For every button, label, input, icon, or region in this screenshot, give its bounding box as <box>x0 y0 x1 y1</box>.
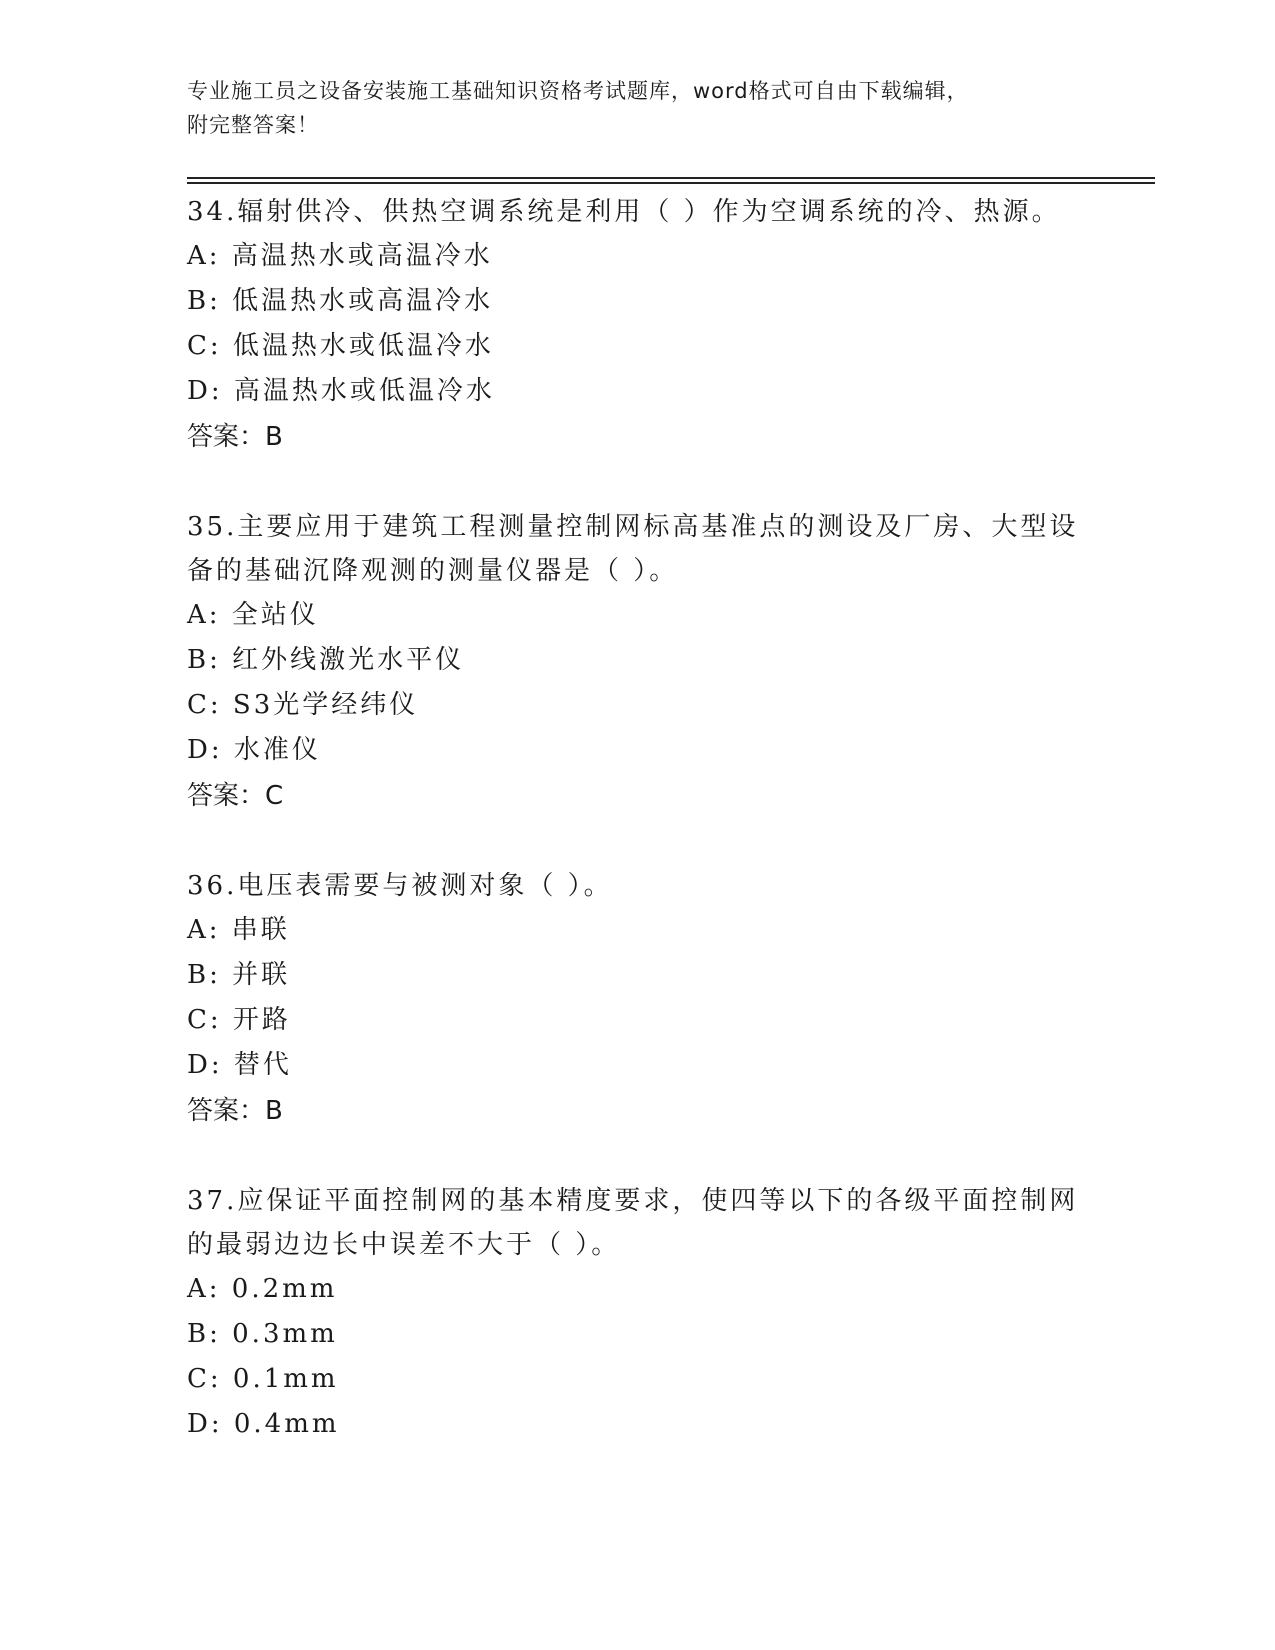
option-c: C: 开路 <box>187 1005 291 1035</box>
option-a: A: 0.2mm <box>187 1274 338 1304</box>
option-d: D: 替代 <box>187 1050 292 1080</box>
question-stem: 34.辐射供冷、供热空调系统是利用（ ）作为空调系统的冷、热源。 <box>187 197 1061 227</box>
question-list <box>187 190 1087 1492</box>
document-header <box>187 74 1077 142</box>
answer: 答案：C <box>187 781 284 811</box>
header-divider-top <box>187 177 1155 179</box>
option-b: B: 低温热水或高温冷水 <box>187 286 494 316</box>
question-stem: 37.应保证平面控制网的基本精度要求，使四等以下的各级平面控制网的最弱边边长中误差不大于（ ）。 <box>187 1186 1079 1260</box>
option-b: B: 0.3mm <box>187 1319 338 1349</box>
answer: 答案：B <box>187 422 283 452</box>
question-stem: 36.电压表需要与被测对象（ ）。 <box>187 871 613 901</box>
option-b: B: 红外线激光水平仪 <box>187 645 465 675</box>
option-d: D: 高温热水或低温冷水 <box>187 376 495 406</box>
option-a: A: 高温热水或高温冷水 <box>187 241 493 271</box>
header-divider-bottom <box>187 182 1155 184</box>
option-d: D: 水准仪 <box>187 735 321 765</box>
question-36 <box>187 864 1087 1134</box>
question-34 <box>187 190 1087 460</box>
option-d: D: 0.4mm <box>187 1409 340 1439</box>
option-b: B: 并联 <box>187 960 291 990</box>
option-c: C: S3光学经纬仪 <box>187 690 419 720</box>
question-35 <box>187 505 1087 819</box>
option-a: A: 串联 <box>187 915 290 945</box>
question-stem: 35.主要应用于建筑工程测量控制网标高基准点的测设及厂房、大型设备的基础沉降观测的测量仪器是（ ）。 <box>187 512 1079 586</box>
header-line-1: 专业施工员之设备安装施工基础知识资格考试题库，word格式可自由下载编辑， <box>187 79 969 103</box>
option-c: C: 低温热水或低温冷水 <box>187 331 494 361</box>
option-c: C: 0.1mm <box>187 1364 339 1394</box>
header-line-2: 附完整答案！ <box>187 113 319 137</box>
question-37 <box>187 1179 1087 1447</box>
answer: 答案：B <box>187 1096 283 1126</box>
option-a: A: 全站仪 <box>187 600 319 630</box>
